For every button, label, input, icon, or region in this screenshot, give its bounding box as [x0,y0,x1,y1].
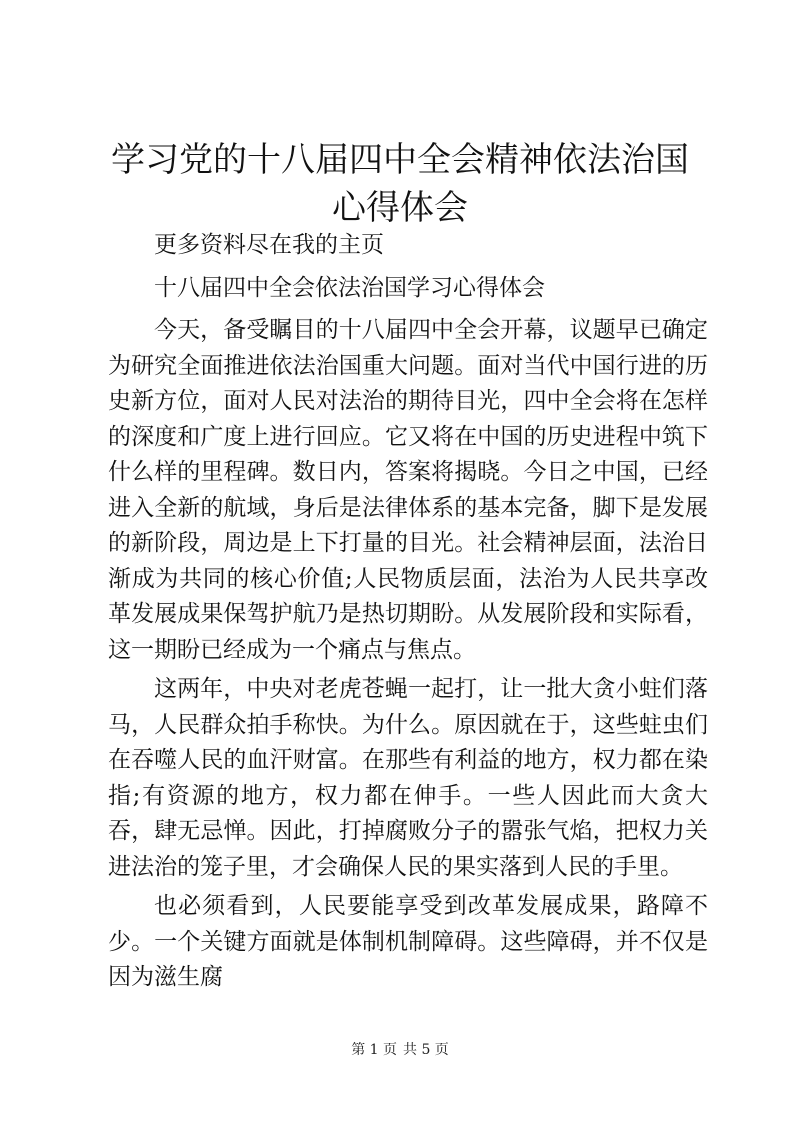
page-footer [0,1040,800,1060]
page-number: 第 1 页 [351,1042,397,1058]
paragraph-subtitle: 十八届四中全会依法治国学习心得体会 [154,274,545,301]
paragraph-body-1: 今天，备受瞩目的十八届四中全会开幕，议题早已确定为研究全面推进依法治国重大问题。面对当代中国行进的历史新方位，面对人民对法治的期待目光，四中全会将在怎样的深度和广度上进行回应。它又将在中国的历史进程中筑下什么样的里程碑。数日内，答案将揭晓。今日之中国，已经进入全新的航域，身后是法律体系的基本完备，脚下是发展的新阶段，周边是上下打量的目光。社会精神层面，法治日渐成为共同的核心价值;人民物质层面，法治为人民共享改革发展成果保驾护航乃是热切期盼。从发展阶段和实际看，这一期盼已经成为一个痛点与焦点。 [108,317,708,663]
paragraph-more-resources: 更多资料尽在我的主页 [154,232,384,258]
document-title: 学习党的十八届四中全会精神依法治国心得体会 [111,140,689,228]
document-body [108,228,708,1000]
page-total: 共 5 页 [403,1042,449,1058]
paragraph-body-3: 也必须看到，人民要能享受到改革发展成果，路障不少。一个关键方面就是体制机制障碍。这些障碍，并不仅是因为滋生腐 [108,893,708,990]
paragraph-body-2: 这两年，中央对老虎苍蝇一起打，让一批大贪小蛀们落马，人民群众拍手称快。为什么。原因就在于，这些蛀虫们在吞噬人民的血汗财富。在那些有利益的地方，权力都在染指;有资源的地方，权力都在伸手。一些人因此而大贪大吞，肆无忌惮。因此，打掉腐败分子的嚣张气焰，把权力关进法治的笼子里，才会确保人民的果实落到人民的手里。 [108,676,708,880]
